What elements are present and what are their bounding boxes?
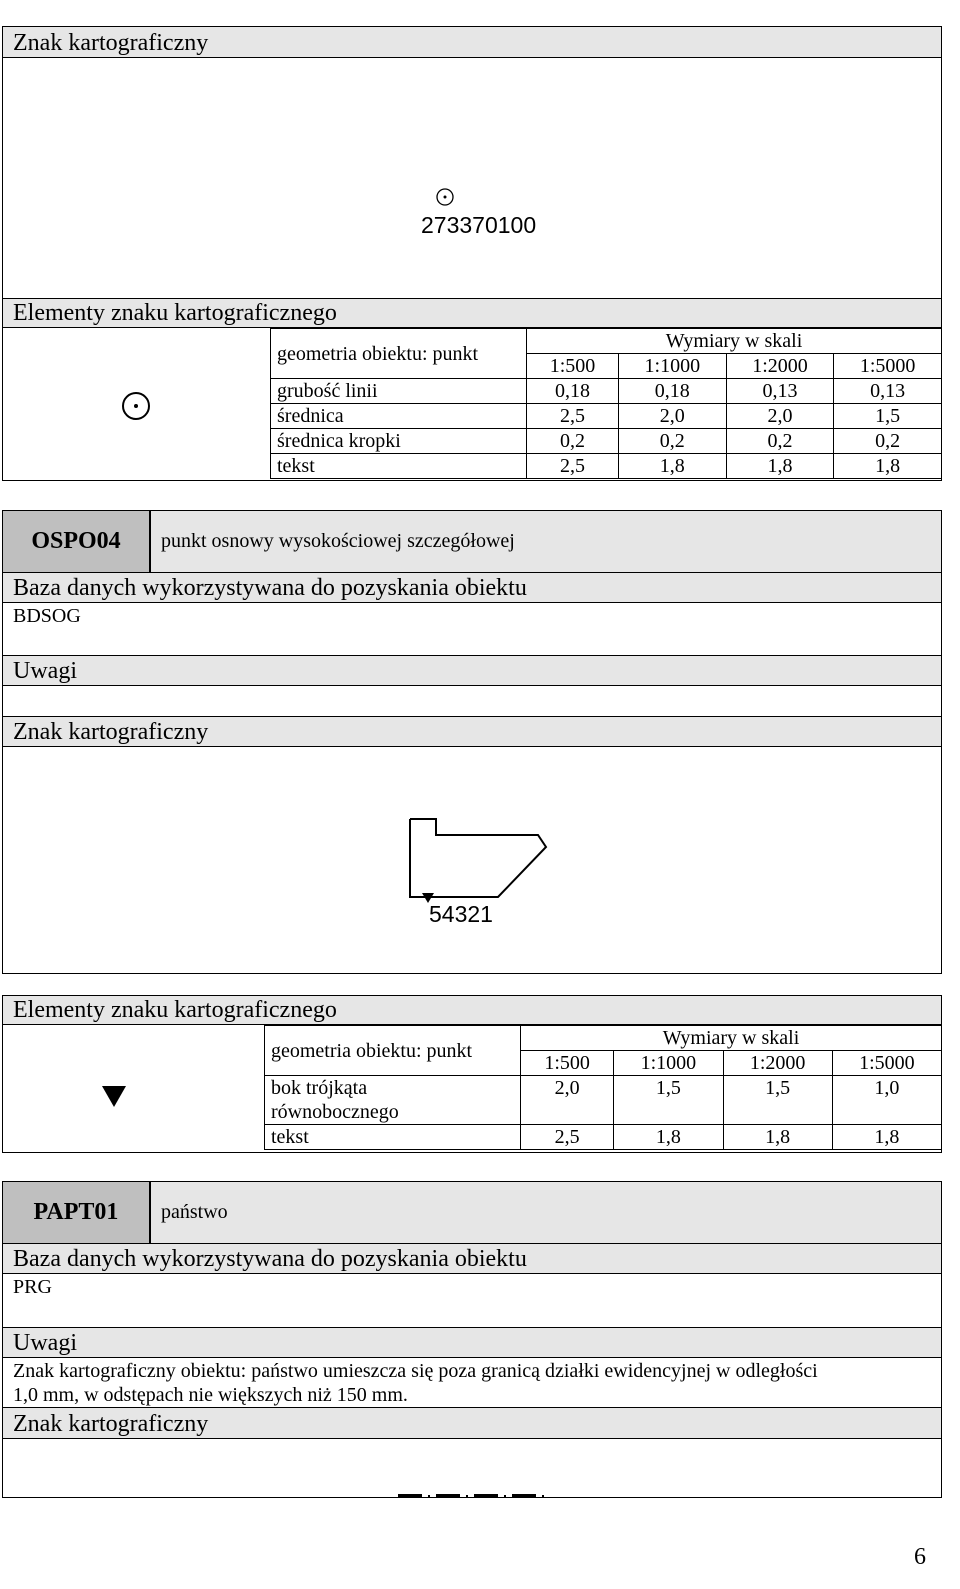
- table-row: [271, 379, 942, 404]
- row-label: [265, 1076, 521, 1125]
- section1-znak-header-text: Znak kartograficzny: [13, 30, 209, 56]
- section2-baza-header: [2, 572, 942, 603]
- section3-baza-area: [2, 1273, 942, 1328]
- section1-symbol-area: [2, 57, 942, 299]
- table-row: [271, 454, 942, 479]
- section3-symbol-area: [2, 1438, 942, 1498]
- cell: 1,5: [723, 1076, 832, 1125]
- scale-500: 1:500: [521, 1051, 614, 1076]
- geometry-label: geometria obiektu: punkt: [265, 1026, 521, 1076]
- section2-symbol-label: 54321: [429, 901, 493, 927]
- section2-dimensions-table: [264, 1025, 942, 1150]
- cell: 1,8: [723, 1125, 832, 1150]
- cell: 0,13: [834, 379, 942, 404]
- table-row: [271, 404, 942, 429]
- cell: 0,13: [726, 379, 834, 404]
- row-label: tekst: [271, 454, 527, 479]
- cell: 1,0: [832, 1076, 941, 1125]
- table-row: [265, 1125, 942, 1150]
- section2-uwagi-header: [2, 655, 942, 686]
- cell: 0,2: [726, 429, 834, 454]
- cell: 0,2: [527, 429, 619, 454]
- section3-uwagi-header-text: Uwagi: [13, 1330, 77, 1356]
- section3-uwagi-area: [2, 1357, 942, 1408]
- section2-description-text: punkt osnowy wysokościowej szczegółowej: [161, 530, 515, 552]
- table-row: [265, 1076, 942, 1125]
- section2-elementy-header: [2, 995, 942, 1025]
- cell: 2,5: [527, 404, 619, 429]
- point-circle-icon: [120, 390, 152, 422]
- section1-znak-header: [2, 26, 942, 58]
- cell: 2,0: [521, 1076, 614, 1125]
- table-row: [271, 429, 942, 454]
- row-label: grubość linii: [271, 379, 527, 404]
- scale-2000: 1:2000: [726, 354, 834, 379]
- section3-znak-header: [2, 1407, 942, 1439]
- section2-code: OSPO04: [2, 510, 150, 573]
- scale-header: Wymiary w skali: [527, 329, 942, 354]
- section1-symbol-label: 273370100: [421, 212, 537, 238]
- section2-elementy-header-text: Elementy znaku kartograficznego: [13, 997, 337, 1023]
- section2-uwagi-area: [2, 685, 942, 717]
- cell: 2,5: [521, 1125, 614, 1150]
- page-number: 6: [914, 1544, 926, 1570]
- section3-znak-header-text: Znak kartograficzny: [13, 1411, 209, 1437]
- section2-uwagi-header-text: Uwagi: [13, 658, 77, 684]
- scale-5000: 1:5000: [834, 354, 942, 379]
- section1-elementy-header-text: Elementy znaku kartograficznego: [13, 300, 337, 326]
- cell: 1,8: [834, 454, 942, 479]
- cell: 0,18: [618, 379, 726, 404]
- section2-baza-area: [2, 602, 942, 656]
- section2-znak-header: [2, 716, 942, 747]
- section1-elementy-header: [2, 298, 942, 328]
- cell: 2,5: [527, 454, 619, 479]
- triangle-icon: [101, 1085, 127, 1109]
- cell: 0,2: [834, 429, 942, 454]
- section2-baza-header-text: Baza danych wykorzystywana do pozyskania obiektu: [13, 575, 527, 601]
- section2-symbol-area: [2, 746, 942, 974]
- scale-5000: 1:5000: [832, 1051, 941, 1076]
- row-label-line2: równobocznego: [271, 1101, 399, 1123]
- section3-code: PAPT01: [2, 1181, 150, 1244]
- row-label-line1: bok trójkąta: [271, 1077, 368, 1099]
- section3-baza-header-text: Baza danych wykorzystywana do pozyskania obiektu: [13, 1246, 527, 1272]
- cell: 2,0: [618, 404, 726, 429]
- row-label: tekst: [265, 1125, 521, 1150]
- cell: 1,8: [832, 1125, 941, 1150]
- section3-description: [150, 1181, 942, 1244]
- cell: 2,0: [726, 404, 834, 429]
- section3-uwagi-line2: 1,0 mm, w odstępach nie większych niż 150 mm.: [13, 1384, 408, 1406]
- row-label: średnica: [271, 404, 527, 429]
- cell: 1,8: [614, 1125, 723, 1150]
- point-circle-icon: [435, 187, 455, 207]
- cell: 1,8: [618, 454, 726, 479]
- section3-uwagi-header: [2, 1327, 942, 1358]
- scale-header: Wymiary w skali: [521, 1026, 942, 1051]
- section2-znak-header-text: Znak kartograficzny: [13, 719, 209, 745]
- section2-baza-value: BDSOG: [13, 605, 81, 627]
- geometry-label: geometria obiektu: punkt: [271, 329, 527, 379]
- cell: 0,18: [527, 379, 619, 404]
- scale-500: 1:500: [527, 354, 619, 379]
- section3-description-text: państwo: [161, 1201, 228, 1223]
- cell: 1,5: [614, 1076, 723, 1125]
- section3-uwagi-line1: Znak kartograficzny obiektu: państwo umieszcza się poza granicą działki ewidencyjnej w odległości: [13, 1360, 818, 1382]
- cell: 1,8: [726, 454, 834, 479]
- scale-1000: 1:1000: [614, 1051, 723, 1076]
- state-border-line-icon: [398, 1493, 568, 1499]
- cell: 0,2: [618, 429, 726, 454]
- scale-2000: 1:2000: [723, 1051, 832, 1076]
- scale-1000: 1:1000: [618, 354, 726, 379]
- row-label: średnica kropki: [271, 429, 527, 454]
- section1-dimensions-table: [270, 328, 942, 479]
- section3-baza-header: [2, 1243, 942, 1274]
- section2-description: [150, 510, 942, 573]
- section3-baza-value: PRG: [13, 1276, 52, 1298]
- cell: 1,5: [834, 404, 942, 429]
